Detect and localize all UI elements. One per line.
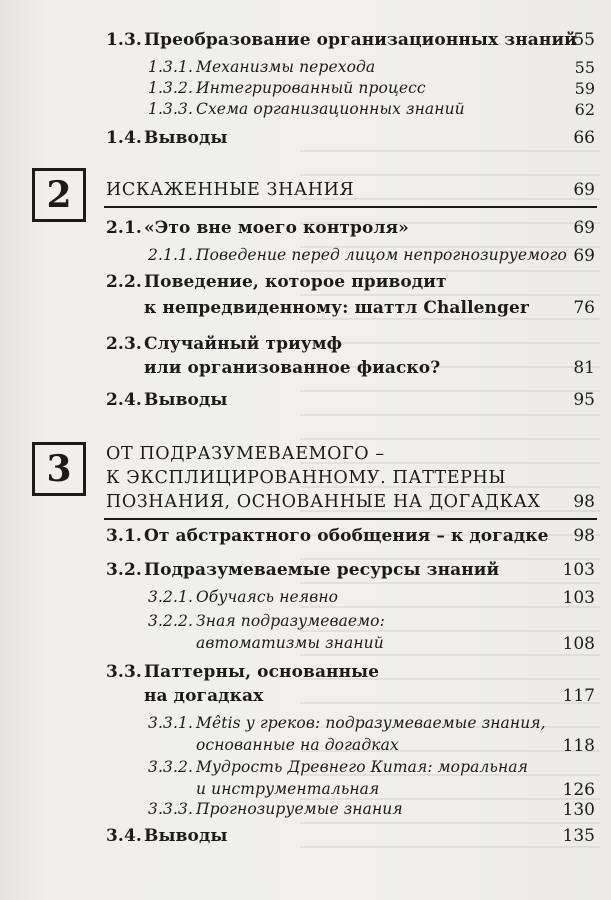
section-title-line1: Случайный триумф [144,334,343,354]
section-title-line2: к непредвиденному: шаттл Challenger [144,298,529,318]
chapter-number-box: 3 [32,442,86,496]
section-number: 1.3. [106,30,142,50]
chapter-rule [104,518,597,520]
section-number: 3.3. [106,662,142,682]
section-title: Выводы [144,390,228,410]
subsection-title-line1: Мудрость Древнего Китая: моральная [196,758,528,776]
subsection-title: Схема организационных знаний [196,100,465,118]
subsection-number: 3.2.2. [148,612,193,630]
subsection-title: Поведение перед лицом непрогнозируемого [196,246,567,264]
section-title-line1: Поведение, которое приводит [144,272,447,292]
subsection-title-line1: Зная подразумеваемо: [196,612,385,630]
subsection-number: 1.3.1. [148,58,193,76]
subsection-number: 1.3.2. [148,79,193,97]
section-number: 2.3. [106,334,142,354]
subsection-title-line2: основанные на догадках [196,736,399,754]
subsection-number: 3.2.1. [148,588,193,606]
subsection-title-line1: Mêtis у греков: подразумеваемые знания, [196,714,546,732]
page-number: 55 [574,58,595,77]
section-title: Выводы [144,826,228,846]
page-number: 95 [573,390,595,410]
page-number: 130 [562,800,595,820]
subsection-title: Интегрированный процесс [196,79,426,97]
section-title: «Это вне моего контроля» [144,218,409,238]
subsection-number: 3.3.1. [148,714,193,732]
page-number: 98 [573,526,595,546]
subsection-title-line2: и инструментальная [196,780,380,798]
subsection-title: Обучаясь неявно [196,588,339,606]
chapter-title: ИСКАЖЕННЫЕ ЗНАНИЯ [106,180,355,200]
page-number: 103 [562,588,595,608]
section-title: Выводы [144,128,228,148]
page-number: 69 [573,246,595,266]
section-number: 2.1. [106,218,142,238]
chapter-title-line3: ПОЗНАНИЯ, ОСНОВАННЫЕ НА ДОГАДКАХ [106,492,541,512]
subsection-number: 3.3.2. [148,758,193,776]
section-number: 3.1. [106,526,142,546]
chapter-rule [104,206,597,208]
page-number: 98 [573,492,595,512]
chapter-number-box: 2 [32,168,86,222]
section-title-line2: на догадках [144,686,264,706]
page-number: 76 [573,298,595,318]
section-title: От абстрактного обобщения – к догадке [144,526,549,546]
subsection-title: Механизмы перехода [196,58,376,76]
subsection-title-line2: автоматизмы знаний [196,634,384,652]
subsection-number: 2.1.1. [148,246,193,264]
section-number: 2.2. [106,272,142,292]
page-number: 118 [562,736,595,756]
subsection-title: Прогнозируемые знания [196,800,403,818]
page-number: 55 [573,30,595,50]
chapter-title-line2: К ЭКСПЛИЦИРОВАННОМУ. ПАТТЕРНЫ [106,468,507,488]
page-number: 117 [562,686,595,706]
section-number: 1.4. [106,128,142,148]
page-number: 62 [574,100,595,119]
page-number: 81 [573,358,595,378]
section-title-line1: Паттерны, основанные [144,662,380,682]
page-number: 59 [574,79,595,98]
section-number: 3.2. [106,560,142,580]
section-title: Преобразование организационных знаний [144,30,577,50]
section-number: 3.4. [106,826,142,846]
page-number: 103 [562,560,595,580]
page-number: 135 [562,826,595,846]
section-title: Подразумеваемые ресурсы знаний [144,560,500,580]
section-title-line2: или организованное фиаско? [144,358,441,378]
section-number: 2.4. [106,390,142,410]
subsection-number: 1.3.3. [148,100,193,118]
page-number: 126 [562,780,595,800]
subsection-number: 3.3.3. [148,800,193,818]
chapter-title-line1: ОТ ПОДРАЗУМЕВАЕМОГО – [106,444,385,464]
page-number: 108 [562,634,595,654]
page-number: 66 [573,128,595,148]
page-number: 69 [573,180,595,200]
page-number: 69 [573,218,595,238]
